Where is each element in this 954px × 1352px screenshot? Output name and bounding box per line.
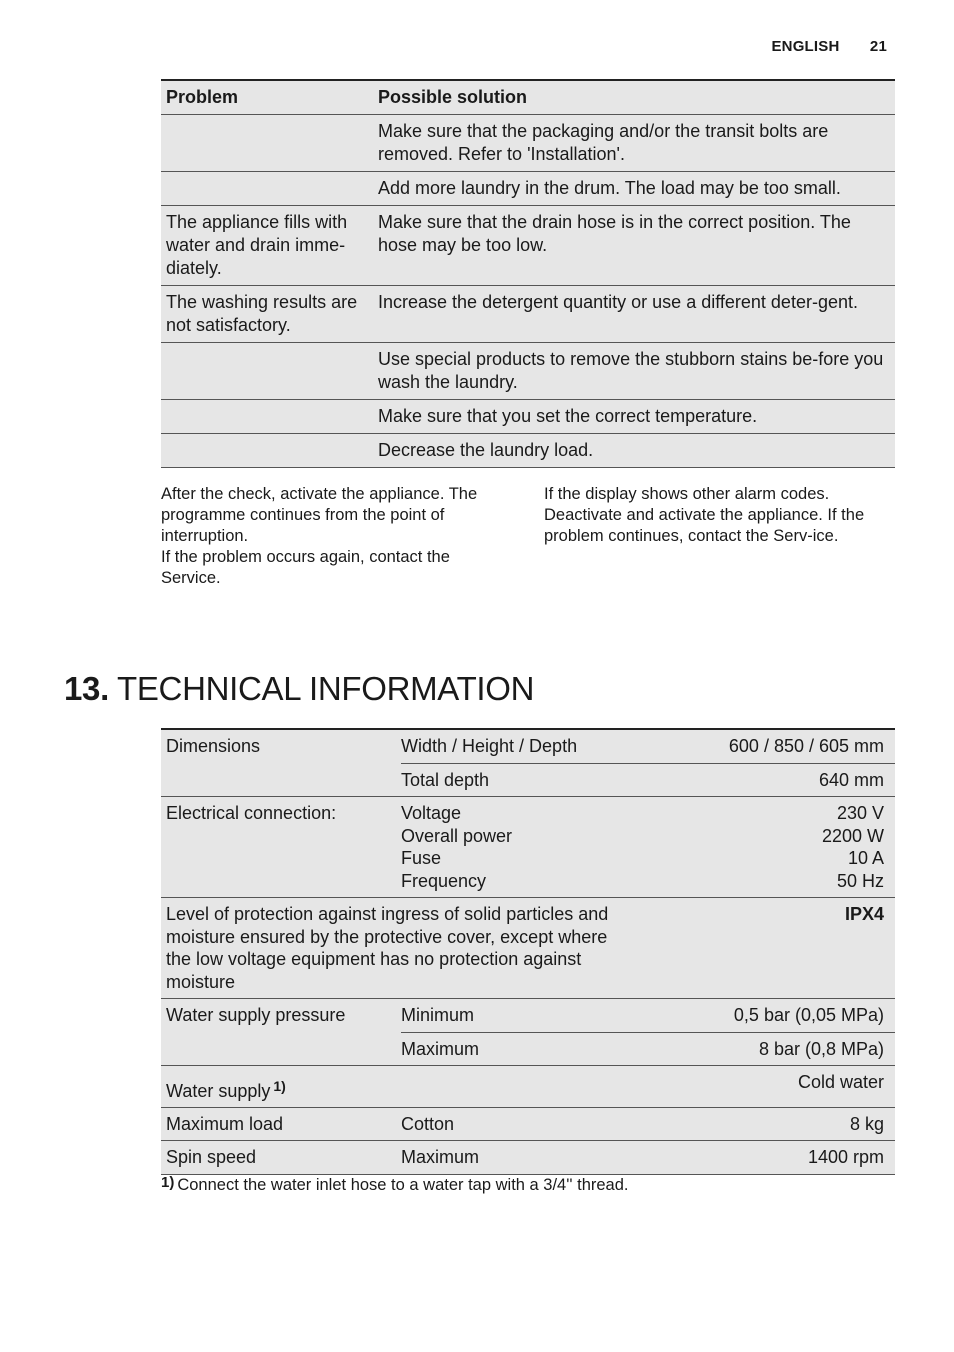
table-row-protection	[161, 898, 895, 999]
table-row	[161, 115, 895, 172]
pressure-max-label: Maximum	[401, 1038, 480, 1059]
language-label: ENGLISH	[771, 38, 840, 55]
section-number: 13.	[64, 670, 109, 707]
section-heading	[64, 669, 534, 709]
table-row	[161, 434, 895, 468]
problem-cell	[161, 115, 378, 171]
total-depth-row	[401, 763, 895, 797]
footnote-marker: 1)	[161, 1174, 175, 1191]
table-row-max-load	[161, 1108, 895, 1142]
problem-cell	[161, 400, 378, 433]
max-load-label: Maximum load	[166, 1113, 284, 1134]
water-pressure-label: Water supply pressure	[166, 1005, 346, 1025]
solution-cell: Make sure that the drain hose is in the correct position. The hose may be too low.	[378, 212, 851, 255]
table-row	[161, 206, 895, 286]
electrical-specs	[401, 797, 895, 897]
water-supply-value: Cold water	[797, 1072, 884, 1092]
total-depth-value: 640 mm	[818, 769, 884, 790]
table-row-dimensions	[161, 730, 895, 797]
footnote-text: Connect the water inlet hose to a water tap with a 3/4'' thread.	[177, 1176, 629, 1194]
solution-cell: Make sure that you set the correct temperature.	[378, 406, 758, 426]
table-row	[161, 172, 895, 206]
max-load-sub: Cotton	[401, 1113, 455, 1134]
pressure-min-value: 0,5 bar (0,05 MPa)	[733, 1005, 884, 1025]
protection-text: Level of protection against ingress of solid particles and moisture ensured by the protective cover, except where the low voltage equipment has no protection against moisture	[166, 904, 609, 992]
problem-cell: The washing results are not satisfactory.	[166, 292, 358, 335]
solution-cell: Make sure that the packaging and/or the transit bolts are removed. Refer to 'Installation'.	[378, 121, 829, 164]
solution-cell: Use special products to remove the stubborn stains be-fore you wash the laundry.	[378, 349, 884, 392]
footnote-marker: 1)	[273, 1078, 286, 1094]
whd-label: Width / Height / Depth	[401, 736, 578, 756]
max-load-row	[401, 1108, 895, 1141]
troubleshooting-table	[161, 79, 895, 468]
pressure-min-row	[401, 999, 895, 1032]
solution-cell: Add more laundry in the drum. The load may be too small.	[378, 178, 841, 198]
table-row	[161, 343, 895, 400]
solution-cell: Increase the detergent quantity or use a different deter-gent.	[378, 292, 858, 312]
table-header-row	[161, 81, 895, 115]
electrical-label: Electrical connection:	[166, 803, 337, 823]
column-header-problem: Problem	[166, 87, 239, 107]
spin-sub: Maximum	[401, 1147, 480, 1167]
electrical-values: 230 V 2200 W 10 A 50 Hz	[821, 803, 884, 891]
water-supply-row	[401, 1066, 895, 1099]
protection-value: IPX4	[844, 904, 884, 924]
table-row	[161, 286, 895, 343]
spin-value: 1400 rpm	[807, 1147, 884, 1167]
total-depth-label: Total depth	[401, 769, 490, 790]
table-row-electrical	[161, 797, 895, 898]
pressure-max-row	[401, 1032, 895, 1066]
max-load-value: 8 kg	[849, 1113, 884, 1134]
note-right: If the display shows other alarm codes. Deactivate and activate the appliance. If the problem continues, contact the Serv-ice.	[544, 485, 865, 545]
water-supply-label-cell	[161, 1066, 401, 1107]
footnote	[161, 1172, 629, 1196]
whd-value: 600 / 850 / 605 mm	[728, 736, 884, 756]
column-header-solution: Possible solution	[378, 87, 528, 107]
table-row-spin-speed	[161, 1141, 895, 1175]
spin-label: Spin speed	[166, 1147, 257, 1167]
electrical-names: Voltage Overall power Fuse Frequency	[401, 803, 513, 891]
table-row-water-pressure	[161, 999, 895, 1066]
problem-cell: The appliance fills with water and drain imme-diately.	[166, 212, 348, 278]
page-number: 21	[869, 38, 887, 55]
section-title: TECHNICAL INFORMATION	[116, 670, 535, 707]
table-row	[161, 400, 895, 434]
whd-row	[401, 730, 895, 763]
note-left: After the check, activate the appliance. The programme continues from the point of interruption. If the problem occurs again, contact the Service.	[161, 485, 478, 587]
problem-cell	[161, 172, 378, 205]
problem-cell	[161, 343, 378, 399]
spin-row	[401, 1141, 895, 1174]
water-supply-label: Water supply	[166, 1081, 271, 1101]
page-header	[0, 38, 887, 55]
problem-cell	[161, 434, 378, 467]
notes-section	[161, 484, 895, 589]
table-row-water-supply	[161, 1066, 895, 1108]
pressure-max-value: 8 bar (0,8 MPa)	[758, 1038, 884, 1059]
technical-table	[161, 728, 895, 1175]
solution-cell: Decrease the laundry load.	[378, 440, 594, 460]
dimensions-label: Dimensions	[166, 736, 261, 756]
pressure-min-label: Minimum	[401, 1005, 475, 1025]
